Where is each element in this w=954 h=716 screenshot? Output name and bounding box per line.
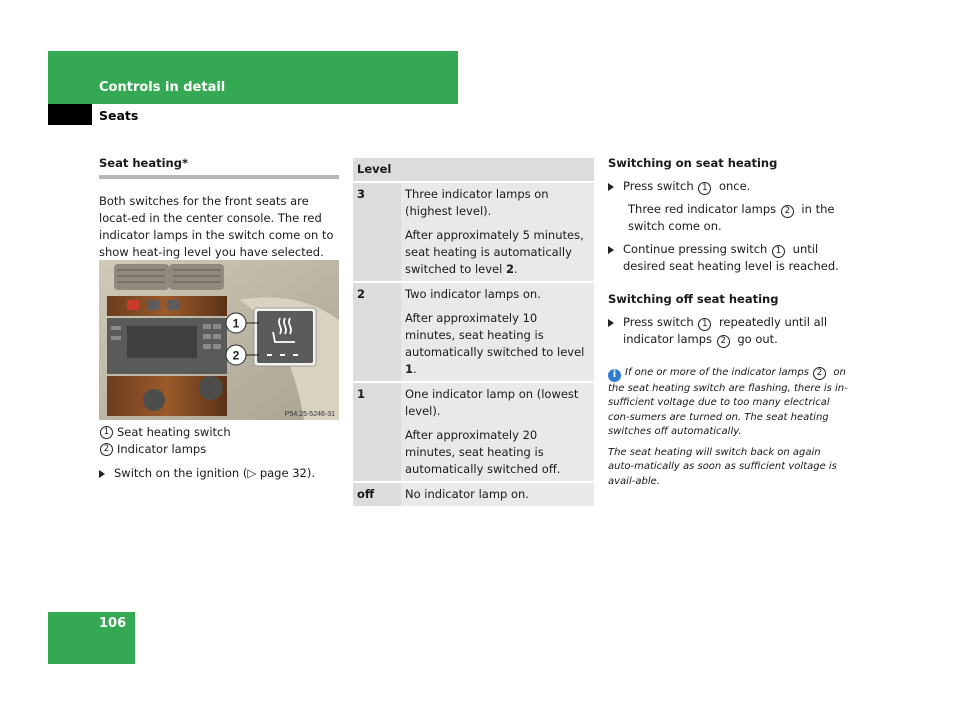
subsection-marker — [48, 104, 92, 125]
level-note: After approximately 20 minutes, seat heating is automatically switched off. — [405, 428, 561, 476]
table-header-row — [353, 158, 594, 182]
subsection-title: Seats — [99, 108, 139, 123]
image-code: P54.25-5246-31 — [284, 411, 335, 418]
callout-2: 2 — [232, 348, 240, 363]
level-key: 2 — [353, 282, 401, 382]
number-circle: 2 — [100, 443, 113, 456]
center-console-photo — [99, 260, 339, 420]
number-circle: 2 — [781, 205, 794, 218]
level-note: After approximately 5 minutes, seat heating is automatically switched to level 2. — [405, 228, 584, 276]
seat-heating-heading: Seat heating* — [99, 155, 339, 179]
legend-item — [99, 424, 231, 441]
level-desc: One indicator lamp on (lowest level). — [405, 387, 579, 418]
number-circle: 2 — [717, 335, 730, 348]
number-circle: 1 — [772, 245, 785, 258]
info-note: i If one or more of the indicator lamps 2 on the seat heating switch are flashing, there is in-sufficient voltage due to too many electrical con-sumers are turned on. The seat heating switches off automatically. — [608, 367, 848, 438]
table-row — [353, 282, 594, 382]
step-press-repeatedly: Press switch 1 repeatedly until all indicator lamps 2 go out. — [608, 314, 848, 348]
info-note-2: The seat heating will switch back on again auto-matically as soon as sufficient voltage is avail-able. — [608, 446, 837, 487]
bullet-arrow-icon — [99, 470, 105, 478]
callout-1: 1 — [232, 316, 240, 331]
step-text: Switch on the ignition (▷ page 32). — [114, 466, 315, 480]
table-row — [353, 382, 594, 482]
bullet-arrow-icon — [608, 246, 614, 254]
switching-on-heading: Switching on seat heating — [608, 156, 778, 170]
header-description — [401, 158, 594, 182]
info-icon: i — [608, 369, 621, 382]
intro-paragraph: Both switches for the front seats are locat-ed in the center console. The red indicator lamps in the switch come on to show heat-ing level you have selected. — [99, 194, 334, 259]
column-1 — [99, 155, 339, 261]
legend-item — [99, 441, 231, 458]
heating-level-table — [353, 158, 594, 508]
number-circle: 1 — [698, 318, 711, 331]
ignition-step — [99, 465, 315, 482]
column-3 — [608, 155, 848, 489]
table-row — [353, 482, 594, 507]
header-level: Level — [353, 158, 401, 182]
level-key: off — [353, 482, 401, 507]
level-desc: Two indicator lamps on. — [405, 287, 541, 301]
bullet-arrow-icon — [608, 319, 614, 327]
header-bar — [48, 51, 458, 104]
step-press-once: Press switch 1 once. — [608, 178, 848, 195]
figure-legend — [99, 424, 231, 458]
level-key: 3 — [353, 182, 401, 282]
bullet-arrow-icon — [608, 183, 614, 191]
step-continue: Continue pressing switch 1 until desired seat heating level is reached. — [608, 241, 848, 275]
number-circle: 2 — [813, 367, 826, 380]
level-desc: Three indicator lamps on (highest level). — [405, 187, 549, 218]
legend-text: Indicator lamps — [117, 442, 207, 456]
level-key: 1 — [353, 382, 401, 482]
switching-off-heading: Switching off seat heating — [608, 292, 779, 306]
level-note: After approximately 10 minutes, seat heating is automatically switched to level 1. — [405, 311, 585, 376]
table-row — [353, 182, 594, 282]
number-circle: 1 — [698, 182, 711, 195]
legend-text: Seat heating switch — [117, 425, 231, 439]
number-circle: 1 — [100, 426, 113, 439]
section-title: Controls in detail — [99, 80, 226, 95]
indicator-note: Three red indicator lamps 2 in the switch come on. — [628, 202, 835, 233]
level-desc: No indicator lamp on. — [405, 487, 529, 501]
page-number: 106 — [99, 616, 127, 631]
